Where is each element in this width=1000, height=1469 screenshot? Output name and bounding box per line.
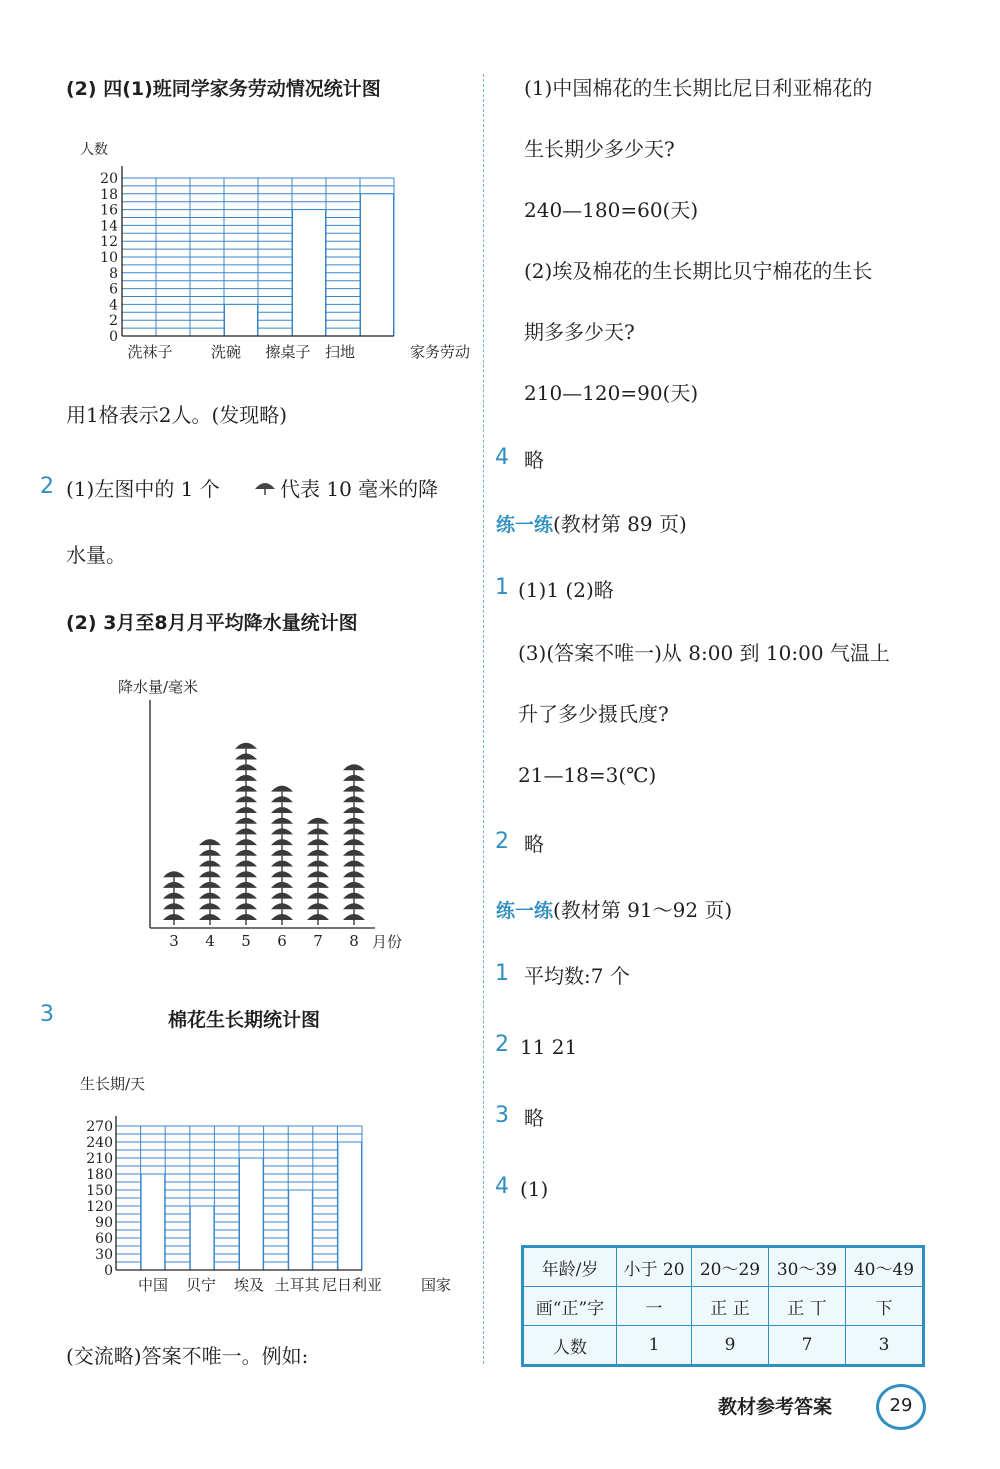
answer-line: 略 (524, 1106, 544, 1130)
answer-line: 21—18=3(℃) (518, 763, 657, 787)
umbrella-icon (343, 796, 365, 802)
umbrella-icon (307, 893, 329, 899)
answer-line: 略 (524, 448, 544, 472)
question-number: 1 (495, 961, 509, 986)
umbrella-icon (235, 796, 257, 802)
umbrella-icon (235, 839, 257, 845)
umbrella-icon (163, 893, 185, 899)
umbrella-icon (199, 861, 221, 867)
table-cell: 一 (617, 1287, 692, 1326)
question-number: 4 (495, 1174, 509, 1199)
umbrella-icon (307, 903, 329, 909)
y-tick-label: 8 (109, 265, 118, 282)
page-number: 29 (876, 1384, 926, 1430)
answer-line: (3)(答案不唯一)从 8:00 到 10:00 气温上 (518, 641, 890, 665)
y-axis-label: 生长期/天 (80, 1075, 146, 1093)
umbrella-icon (163, 903, 185, 909)
umbrella-icon (163, 882, 185, 888)
y-tick-label: 16 (100, 202, 118, 219)
table-cell: 7 (769, 1326, 846, 1366)
umbrella-icon (343, 850, 365, 856)
age-tally-table (521, 1245, 925, 1367)
umbrella-icon (235, 850, 257, 856)
practice-label: 练一练 (496, 900, 554, 922)
table-cell: 1 (617, 1326, 692, 1366)
table-cell: 40～49 (846, 1247, 924, 1287)
umbrella-icon (343, 807, 365, 813)
answer-line: 升了多少摄氏度? (518, 702, 669, 726)
umbrella-icon (235, 871, 257, 877)
x-tick-label: 中国 (137, 1276, 169, 1294)
q3-note: (交流略)答案不唯一。例如: (66, 1344, 309, 1368)
x-tick-label: 扫地 (324, 343, 356, 361)
table-row (523, 1287, 924, 1326)
umbrella-icon (235, 775, 257, 781)
umbrella-icon (307, 818, 329, 824)
chart3-title: 棉花生长期统计图 (168, 1009, 321, 1031)
bar (240, 1158, 264, 1270)
table-row (523, 1326, 924, 1366)
question-number: 2 (495, 1032, 509, 1057)
umbrella-icon (235, 903, 257, 909)
table-cell: 人数 (523, 1326, 617, 1366)
table-cell: 年龄/岁 (523, 1247, 617, 1287)
umbrella-icon (199, 914, 221, 920)
housework-chart (66, 130, 486, 370)
umbrella-icon (343, 882, 365, 888)
x-tick-label: 洗碗 (210, 343, 242, 361)
answer-line: (1)中国棉花的生长期比尼日利亚棉花的 (524, 76, 873, 100)
umbrella-icon (235, 818, 257, 824)
chart1-note: 用1格表示2人。(发现略) (66, 403, 288, 427)
umbrella-icon (343, 871, 365, 877)
umbrella-icon (163, 914, 185, 920)
y-axis-label: 降水量/毫米 (118, 678, 199, 696)
answer-line: (1) (520, 1177, 549, 1201)
bar (293, 210, 326, 336)
umbrella-icon (199, 893, 221, 899)
umbrella-icon (271, 903, 293, 909)
y-tick-label: 150 (86, 1183, 113, 1199)
umbrella-icon (307, 850, 329, 856)
y-tick-label: 14 (100, 218, 118, 235)
q2-text-part1: (1)左图中的 1 个 (66, 477, 220, 501)
cotton-chart (66, 1068, 486, 1298)
y-tick-label: 4 (109, 297, 118, 314)
umbrella-icon (307, 861, 329, 867)
y-tick-label: 120 (86, 1199, 113, 1215)
x-tick-label: 土耳其 (274, 1276, 320, 1294)
umbrella-icon (235, 764, 257, 770)
umbrella-icon (343, 861, 365, 867)
answer-line: 平均数:7 个 (524, 964, 630, 988)
bar (190, 1206, 214, 1270)
y-tick-label: 60 (95, 1231, 113, 1247)
practice-heading (496, 510, 687, 537)
answer-line: 240—180=60(天) (524, 198, 699, 222)
x-tick-label: 埃及 (233, 1276, 265, 1294)
rainfall-chart (110, 670, 430, 950)
umbrella-icon (271, 882, 293, 888)
umbrella-icon (271, 796, 293, 802)
table-cell: 正 正 (692, 1287, 769, 1326)
umbrella-icon (343, 786, 365, 792)
y-tick-label: 2 (109, 313, 118, 330)
umbrella-icon (307, 882, 329, 888)
umbrella-icon (343, 818, 365, 824)
question-number: 4 (495, 445, 509, 470)
y-tick-label: 240 (86, 1135, 113, 1151)
y-tick-label: 270 (86, 1119, 113, 1135)
bar (338, 1142, 362, 1270)
question-number: 2 (40, 474, 54, 499)
umbrella-icon (235, 754, 257, 760)
q2-text-part2: 代表 10 毫米的降 (280, 477, 439, 501)
chart2-title: (2) 3月至8月月平均降水量统计图 (66, 612, 358, 634)
column-divider (483, 74, 484, 1364)
umbrella-icon (235, 882, 257, 888)
x-tick-label: 3 (169, 932, 179, 950)
practice-ref: (教材第 89 页) (553, 512, 687, 536)
answer-line: 210—120=90(天) (524, 381, 699, 405)
umbrella-icon (343, 893, 365, 899)
x-tick-label: 7 (313, 932, 323, 950)
x-tick-label: 贝宁 (185, 1276, 217, 1294)
table-cell: 画“正”字 (523, 1287, 617, 1326)
x-axis-label: 家务劳动 (409, 343, 471, 361)
x-tick-label: 6 (277, 932, 287, 950)
table-row (523, 1247, 924, 1287)
umbrella-icon (235, 893, 257, 899)
umbrella-icon (307, 828, 329, 834)
umbrella-icon (235, 828, 257, 834)
x-axis-label: 月份 (372, 933, 403, 951)
umbrella-icon (199, 871, 221, 877)
question-number: 3 (40, 1002, 54, 1027)
umbrella-icon (343, 764, 365, 770)
y-tick-label: 210 (86, 1151, 113, 1167)
x-tick-label: 8 (349, 932, 359, 950)
practice-label: 练一练 (496, 514, 554, 536)
y-tick-label: 12 (100, 234, 118, 251)
umbrella-icon (271, 893, 293, 899)
umbrella-icon (235, 861, 257, 867)
y-tick-label: 180 (86, 1167, 113, 1183)
umbrella-icon (199, 882, 221, 888)
umbrella-icon (235, 786, 257, 792)
umbrella-icon (271, 828, 293, 834)
umbrella-icon (307, 914, 329, 920)
question-number: 2 (495, 829, 509, 854)
umbrella-icon (199, 903, 221, 909)
table-cell: 20～29 (692, 1247, 769, 1287)
answer-line: 生长期少多少天? (524, 137, 675, 161)
x-tick-label: 5 (241, 932, 251, 950)
chart1-title: (2) 四(1)班同学家务劳动情况统计图 (66, 78, 381, 100)
table-cell: 3 (846, 1326, 924, 1366)
y-tick-label: 0 (109, 329, 118, 345)
table-cell: 30～39 (769, 1247, 846, 1287)
answer-line: (2)埃及棉花的生长期比贝宁棉花的生长 (524, 259, 873, 283)
umbrella-icon (271, 807, 293, 813)
x-tick-label: 洗袜子 (127, 343, 173, 361)
table-cell: 下 (846, 1287, 924, 1326)
umbrella-icon (271, 818, 293, 824)
y-tick-label: 90 (95, 1215, 113, 1231)
umbrella-icon (199, 839, 221, 845)
x-axis-label: 国家 (420, 1276, 452, 1294)
umbrella-icon (235, 914, 257, 920)
umbrella-icon (253, 479, 277, 501)
bar (361, 194, 394, 336)
bar (141, 1174, 165, 1270)
umbrella-icon (343, 914, 365, 920)
umbrella-icon (235, 807, 257, 813)
umbrella-icon (343, 839, 365, 845)
table-cell: 小于 20 (617, 1247, 692, 1287)
umbrella-icon (307, 871, 329, 877)
answer-line: 11 21 (520, 1035, 578, 1059)
umbrella-icon (235, 743, 257, 749)
umbrella-icon (163, 871, 185, 877)
umbrella-icon (343, 775, 365, 781)
umbrella-icon (271, 786, 293, 792)
umbrella-icon (271, 850, 293, 856)
umbrella-icon (271, 914, 293, 920)
umbrella-icon (271, 871, 293, 877)
y-tick-label: 0 (104, 1263, 113, 1279)
question-number: 3 (495, 1103, 509, 1128)
umbrella-icon (343, 903, 365, 909)
q2-text-line2: 水量。 (66, 543, 126, 567)
bar (289, 1190, 313, 1270)
practice-ref: (教材第 91～92 页) (553, 898, 733, 922)
umbrella-icon (271, 861, 293, 867)
umbrella-icon (199, 850, 221, 856)
x-tick-label: 尼日利亚 (321, 1276, 383, 1294)
y-axis-label: 人数 (80, 142, 108, 158)
footer-label: 教材参考答案 (718, 1396, 833, 1418)
table-cell: 9 (692, 1326, 769, 1366)
y-tick-label: 6 (109, 281, 118, 298)
answer-line: (1)1 (2)略 (518, 578, 614, 602)
y-tick-label: 10 (100, 250, 118, 266)
y-tick-label: 30 (95, 1247, 113, 1263)
x-tick-label: 擦桌子 (265, 343, 311, 361)
umbrella-icon (343, 828, 365, 834)
bar (225, 304, 258, 336)
y-tick-label: 20 (100, 171, 118, 187)
answer-line: 期多多少天? (524, 320, 635, 344)
umbrella-icon (307, 839, 329, 845)
umbrella-icon (271, 839, 293, 845)
question-number: 1 (495, 575, 509, 600)
x-tick-label: 4 (205, 932, 215, 950)
answer-line: 略 (524, 832, 544, 856)
table-cell: 正 丅 (769, 1287, 846, 1326)
practice-heading (496, 896, 732, 923)
y-tick-label: 18 (100, 186, 118, 203)
